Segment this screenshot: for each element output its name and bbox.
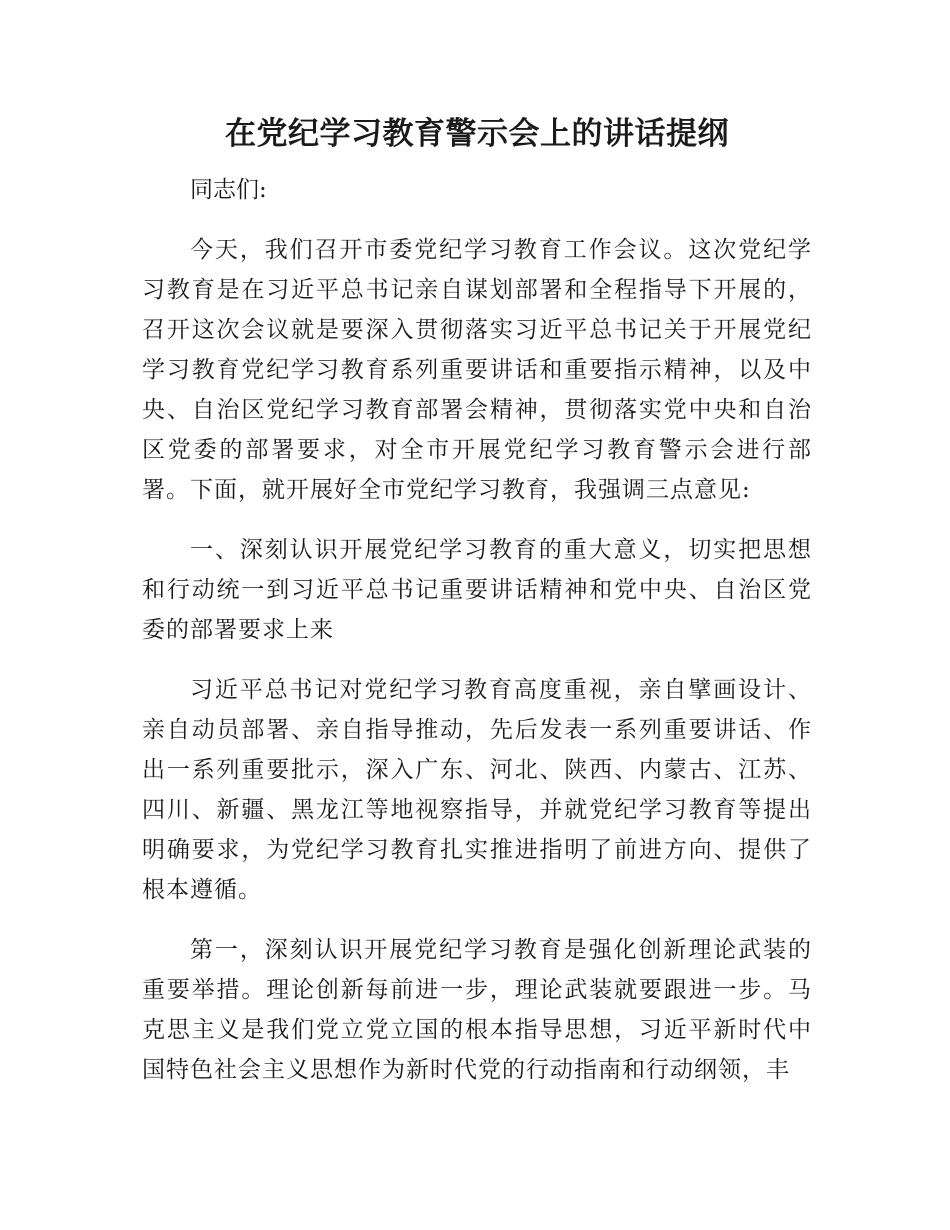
paragraph-opening: 今天，我们召开市委党纪学习教育工作会议。这次党纪学习教育是在习近平总书记亲自谋划部署和全程指导下开展的，召开这次会议就是要深入贯彻落实习近平总书记关于开展党纪学习教育党纪学习教育系列重要讲话和重要指示精神，以及中央、自治区党纪学习教育部署会精神，贯彻落实党中央和自治区党委的部署要求，对全市开展党纪学习教育警示会进行部署。下面，就开展好全市党纪学习教育，我强调三点意见: (142, 237, 812, 503)
document-body (142, 110, 812, 1090)
section-heading-one: 一、深刻认识开展党纪学习教育的重大意义，切实把思想和行动统一到习近平总书记重要讲话精神和党中央、自治区党委的部署要求上来 (142, 537, 812, 643)
paragraph-point-first: 第一，深刻认识开展党纪学习教育是强化创新理论武装的重要举措。理论创新每前进一步，理论武装就要跟进一步。马克思主义是我们党立党立国的根本指导思想，习近平新时代中国特色社会主义思想作为新时代党的行动指南和行动纲领，丰 (142, 937, 812, 1083)
paragraph-general-secretary: 习近平总书记对党纪学习教育高度重视，亲自擘画设计、亲自动员部署、亲自指导推动，先后发表一系列重要讲话、作出一系列重要批示，深入广东、河北、陕西、内蒙古、江苏、四川、新疆、黑龙江等地视察指导，并就党纪学习教育等提出明确要求，为党纪学习教育扎实推进指明了前进方向、提供了根本遵循。 (142, 677, 812, 903)
document-title: 在党纪学习教育警示会上的讲话提纲 (225, 116, 729, 152)
salutation: 同志们: (190, 177, 267, 203)
